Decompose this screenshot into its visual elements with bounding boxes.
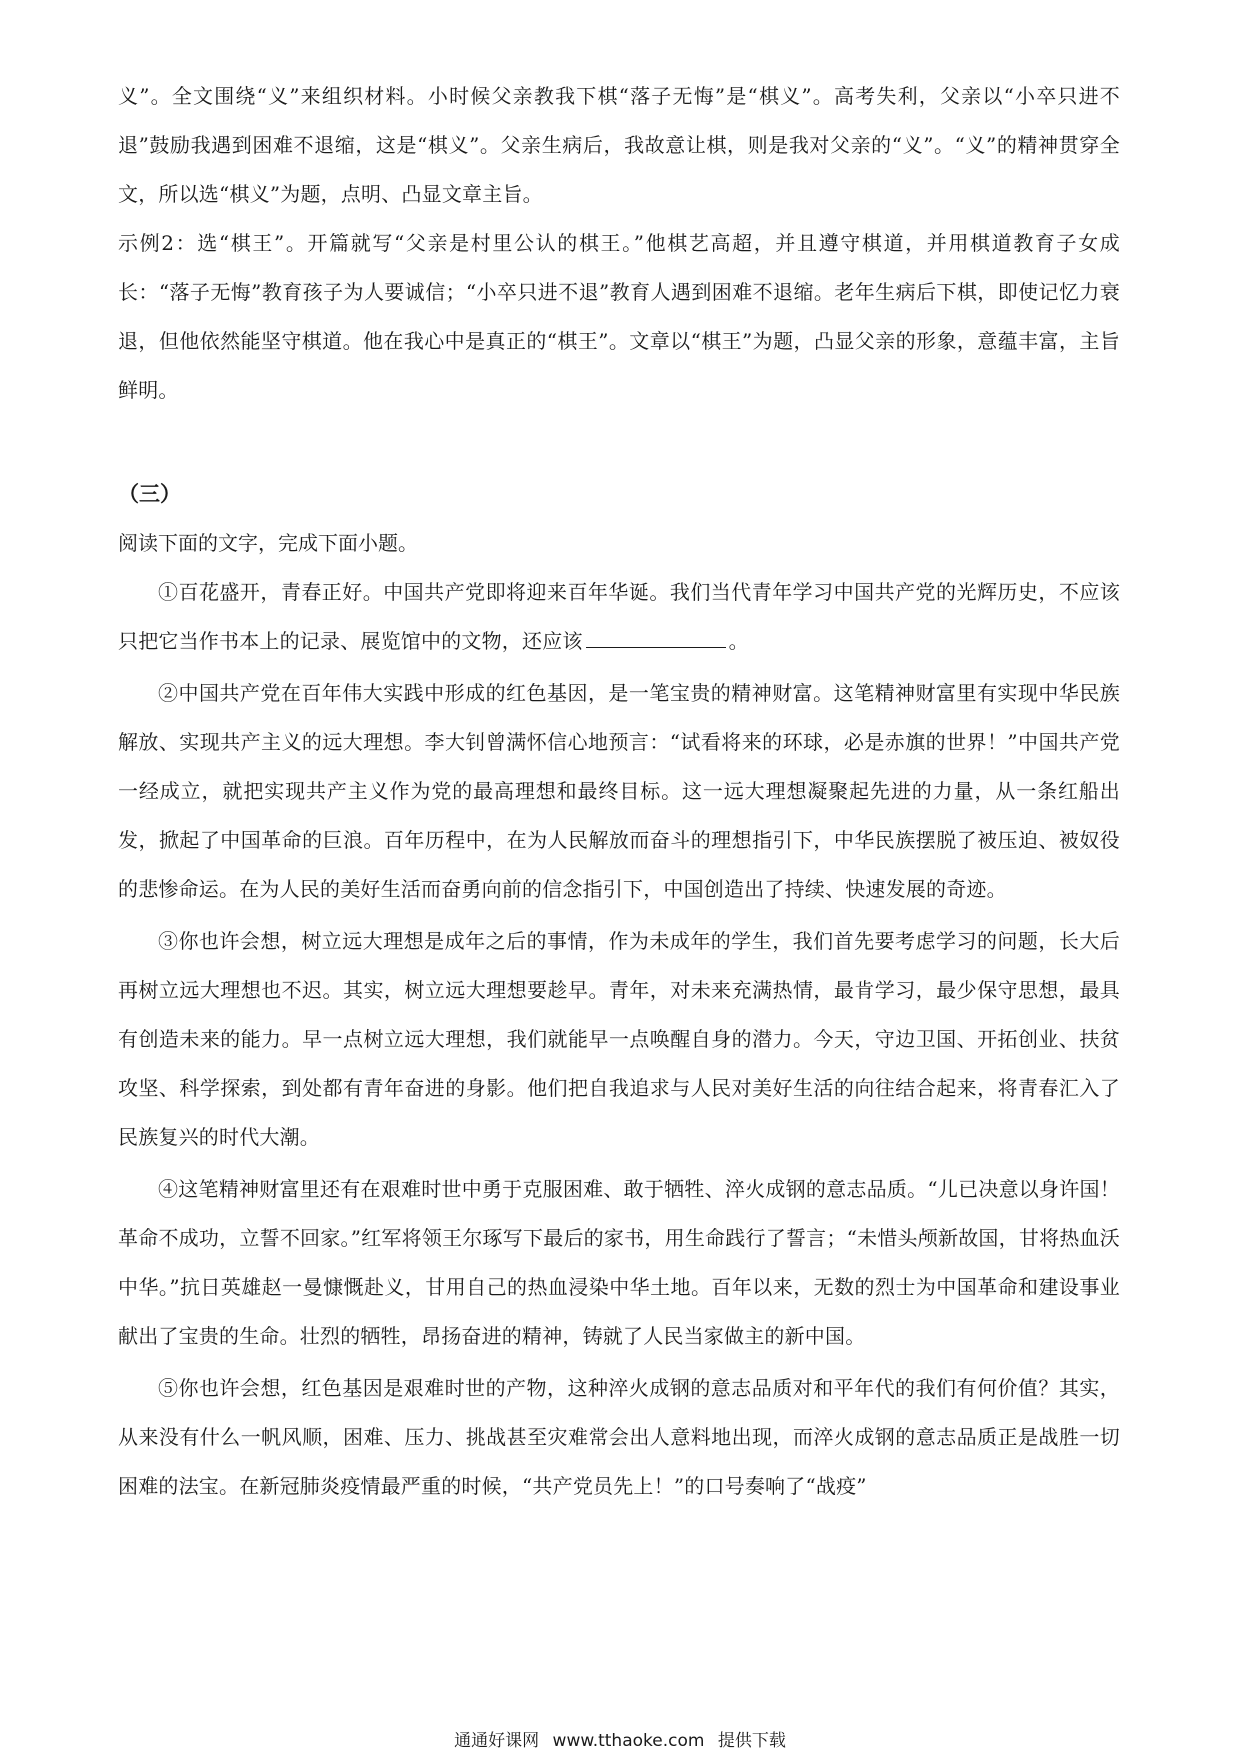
article-body [118, 568, 1120, 1511]
article-paragraph-1 [118, 568, 1120, 666]
section-title: （三） [118, 482, 181, 506]
answer-paragraph-1: 义”。全文围绕“义”来组织材料。小时候父亲教我下棋“落子无悔”是“棋义”。高考失利，父亲以“小卒只进不退”鼓励我遇到困难不退缩，这是“棋义”。父亲生病后，我故意让棋，则是我对父亲的“义”。“义”的精神贯穿全文，所以选“棋义”为题，点明、凸显文章主旨。 [118, 84, 1120, 206]
article-paragraph-4: ④这笔精神财富里还有在艰难时世中勇于克服困难、敢于牺牲、淬火成钢的意志品质。“儿已决意以身许国！革命不成功，立誓不回家。”红军将领王尔琢写下最后的家书，用生命践行了誓言；“未惜头颅新故国，甘将热血沃中华。”抗日英雄赵一曼慷慨赴义，甘用自己的热血浸染中华土地。百年以来，无数的烈士为中国革命和建设事业献出了宝贵的生命。壮烈的牺牲，昂扬奋进的精神，铸就了人民当家做主的新中国。 [118, 1177, 1120, 1348]
article-paragraph-5: ⑤你也许会想，红色基因是艰难时世的产物，这种淬火成钢的意志品质对和平年代的我们有何价值？其实，从来没有什么一帆风顺，困难、压力、挑战甚至灾难常会出人意料地出现，而淬火成钢的意志品质正是战胜一切困难的法宝。在新冠肺炎疫情最严重的时候，“共产党员先上！”的口号奏响了“战疫” [118, 1376, 1120, 1498]
footer-site-name: 通通好课网 [454, 1731, 540, 1751]
fill-in-blank [586, 629, 726, 648]
answer-paragraph-2: 示例2：选“棋王”。开篇就写“父亲是村里公认的棋王。”他棋艺高超，并且遵守棋道，并用棋道教育子女成长：“落子无悔”教育孩子为人要诚信；“小卒只进不退”教育人遇到困难不退缩。老年生病后下棋，即使记忆力衰退，但他依然能坚守棋道。他在我心中是真正的“棋王”。文章以“棋王”为题，凸显父亲的形象，意蕴丰富，主旨鲜明。 [118, 231, 1120, 402]
footer-url[interactable]: www.tthaoke.com [552, 1731, 705, 1751]
p1-end: 。 [728, 629, 749, 653]
p1-text: ①百花盛开，青春正好。中国共产党即将迎来百年华诞。我们当代青年学习中国共产党的光辉历史，不应该只把它当作书本上的记录、展览馆中的文物，还应该 [118, 580, 1120, 653]
page-footer [0, 1726, 1240, 1751]
page-content [118, 72, 1120, 1511]
article-paragraph-3: ③你也许会想，树立远大理想是成年之后的事情，作为未成年的学生，我们首先要考虑学习的问题，长大后再树立远大理想也不迟。其实，树立远大理想要趁早。青年，对未来充满热情，最肯学习，最少保守思想，最具有创造未来的能力。早一点树立远大理想，我们就能早一点唤醒自身的潜力。今天，守边卫国、开拓创业、扶贫攻坚、科学探索，到处都有青年奋进的身影。他们把自我追求与人民对美好生活的向往结合起来，将青春汇入了民族复兴的时代大潮。 [118, 929, 1120, 1149]
footer-suffix: 提供下载 [717, 1731, 786, 1751]
answer-block [118, 72, 1120, 415]
section-gap [118, 415, 1120, 470]
article-paragraph-2: ②中国共产党在百年伟大实践中形成的红色基因，是一笔宝贵的精神财富。这笔精神财富里有实现中华民族解放、实现共产主义的远大理想。李大钊曾满怀信心地预言：“试看将来的环球，必是赤旗的世界！”中国共产党一经成立，就把实现共产主义作为党的最高理想和最终目标。这一远大理想凝聚起先进的力量，从一条红船出发，掀起了中国革命的巨浪。百年历程中，在为人民解放而奋斗的理想指引下，中华民族摆脱了被压迫、被奴役的悲惨命运。在为人民的美好生活而奋勇向前的信念指引下，中国创造出了持续、快速发展的奇迹。 [118, 681, 1120, 901]
section-instruction: 阅读下面的文字，完成下面小题。 [118, 531, 418, 555]
